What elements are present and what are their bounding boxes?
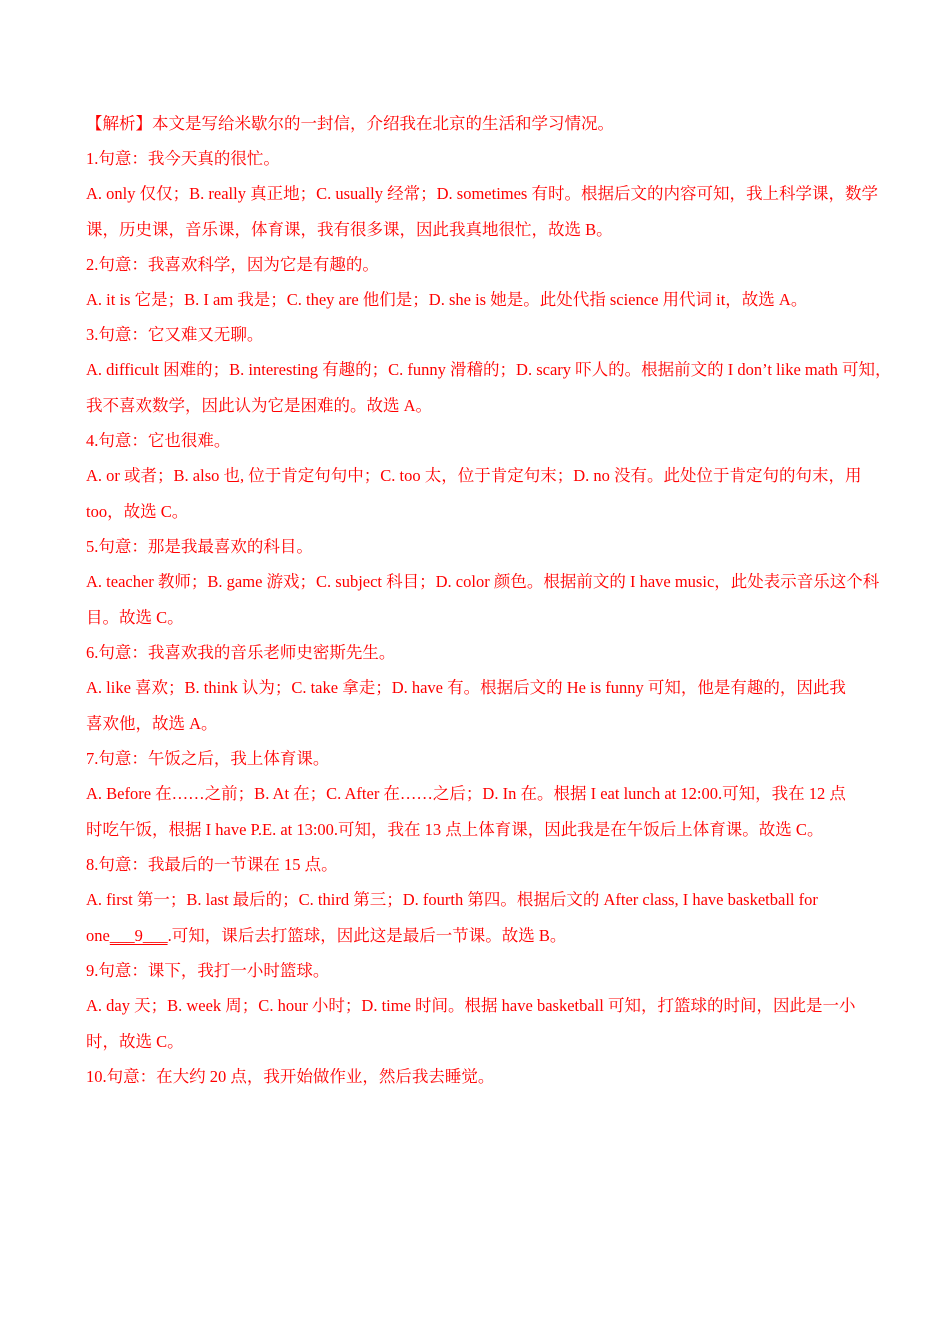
analysis-document	[86, 106, 892, 1094]
item-2-explanation-line-1: A. it is 它是；B. I am 我是；C. they are 他们是；D. she is 她是。此处代指 science 用代词 it，故选 A。	[86, 290, 808, 309]
item-4-meaning: 4.句意：它也很难。	[86, 431, 231, 450]
item-8-blank: ___9___	[109, 926, 168, 945]
item-3-explanation-line-2: 我不喜欢数学，因此认为它是困难的。故选 A。	[86, 396, 433, 415]
item-8-meaning: 8.句意：我最后的一节课在 15 点。	[86, 855, 338, 874]
item-4-explanation-line-2: too，故选 C。	[86, 502, 189, 521]
item-9-explanation-line-1: A. day 天；B. week 周；C. hour 小时；D. time 时间。根据 have basketball 可知，打篮球的时间，因此是一小	[86, 996, 856, 1015]
item-2-meaning: 2.句意：我喜欢科学，因为它是有趣的。	[86, 255, 379, 274]
item-3-explanation-line-1: A. difficult 困难的；B. interesting 有趣的；C. funny 滑稽的；D. scary 吓人的。根据前文的 I don’t like math 可知，	[86, 360, 892, 379]
item-8-explanation-line-2	[86, 918, 876, 953]
item-1-explanation-line-1: A. only 仅仅；B. really 真正地；C. usually 经常；D. sometimes 有时。根据后文的内容可知，我上科学课，数学	[86, 184, 878, 203]
item-6-explanation-line-1: A. like 喜欢；B. think 认为；C. take 拿走；D. have 有。根据后文的 He is funny 可知，他是有趣的，因此我	[86, 678, 846, 697]
item-3-meaning: 3.句意：它又难又无聊。	[86, 325, 264, 344]
item-9-explanation-line-2: 时，故选 C。	[86, 1032, 184, 1051]
item-8-blank-before: one	[86, 926, 110, 945]
item-7-explanation-line-1: A. Before 在……之前；B. At 在；C. After 在……之后；D. In 在。根据 I eat lunch at 12:00.可知，我在 12 点	[86, 784, 846, 803]
item-1-meaning: 1.句意：我今天真的很忙。	[86, 149, 280, 168]
item-6-meaning: 6.句意：我喜欢我的音乐老师史密斯先生。	[86, 643, 396, 662]
item-5-meaning: 5.句意：那是我最喜欢的科目。	[86, 537, 313, 556]
item-5-explanation-line-2: 目。故选 C。	[86, 608, 184, 627]
item-1-explanation-line-2: 课，历史课，音乐课，体育课，我有很多课，因此我真地很忙，故选 B。	[86, 220, 613, 239]
item-5-explanation-line-1: A. teacher 教师；B. game 游戏；C. subject 科目；D. color 颜色。根据前文的 I have music，此处表示音乐这个科	[86, 572, 880, 591]
item-4-explanation-line-1: A. or 或者；B. also 也, 位于肯定句句中；C. too 太，位于肯定句末；D. no 没有。此处位于肯定句的句末，用	[86, 466, 862, 485]
item-6-explanation-line-2: 喜欢他，故选 A。	[86, 714, 218, 733]
item-7-meaning: 7.句意：午饭之后，我上体育课。	[86, 749, 330, 768]
item-9-meaning: 9.句意：课下，我打一小时篮球。	[86, 961, 330, 980]
item-8-blank-after: .可知，课后去打篮球，因此这是最后一节课。故选 B。	[167, 926, 567, 945]
item-8-explanation-line-1: A. first 第一；B. last 最后的；C. third 第三；D. fourth 第四。根据后文的 After class, I have basketball for	[86, 890, 818, 909]
item-7-explanation-line-2: 时吃午饭，根据 I have P.E. at 13:00.可知，我在 13 点上体育课，因此我是在午饭后上体育课。故选 C。	[86, 820, 824, 839]
analysis-intro: 【解析】本文是写给米歇尔的一封信，介绍我在北京的生活和学习情况。	[86, 114, 614, 133]
item-10-meaning: 10.句意：在大约 20 点，我开始做作业，然后我去睡觉。	[86, 1067, 495, 1086]
